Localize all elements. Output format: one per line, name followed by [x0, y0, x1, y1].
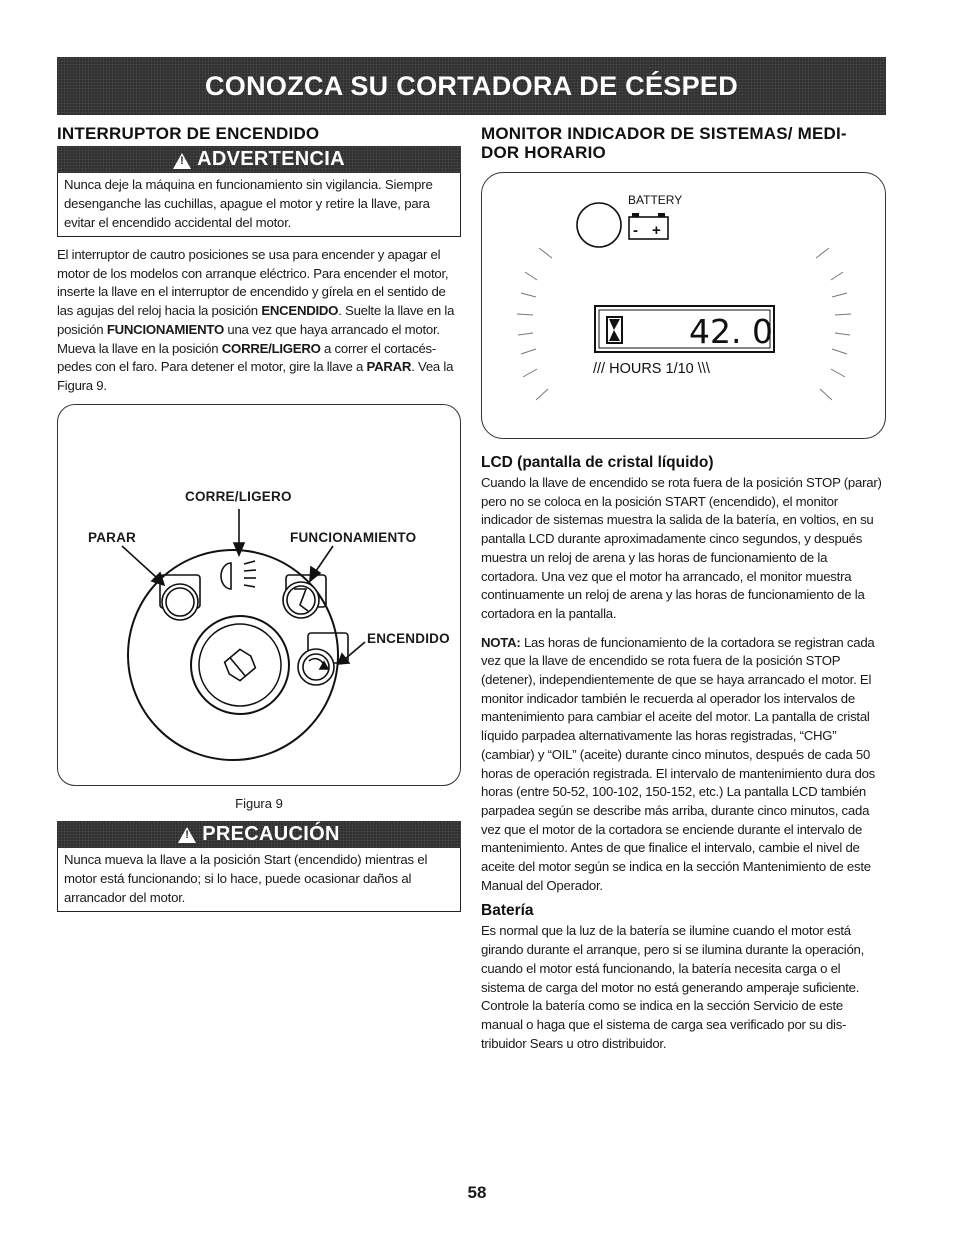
- lcd-reading: 42. 0: [689, 312, 773, 351]
- paragraph-text: a correr el cortacés-pedes con el faro. Para detener el motor, gire la llave a: [57, 340, 437, 375]
- warning-icon: [173, 153, 191, 169]
- page-number: 58: [467, 1183, 487, 1202]
- lcd-paragraph: Cuando la llave de encendido se rota fuera de la posición STOP (parar) pero no se coloca en la posición START (encendido), el monitor indicador de sistemas muestra la salida de la batería, en voltios, en su pantalla LCD durante aproximadamente cinco segundos, y después muestra un reloj de arena y las horas de funcionamiento de la cortadora. Una vez que el motor ha arrancado, el monitor muestra continuamente un reloj de arena y las horas de funcionamiento de la cortadora en la pantalla.: [481, 475, 882, 621]
- figure-9-box: [57, 404, 461, 786]
- caution-box: [57, 821, 461, 912]
- caution-header: [57, 821, 461, 848]
- section-title-monitor: [481, 124, 886, 162]
- warning-header: [57, 146, 461, 173]
- warning-box: [57, 146, 461, 237]
- warning-icon: [178, 827, 196, 843]
- header-banner: [57, 57, 886, 115]
- battery-plus: +: [652, 222, 661, 239]
- label-funcionamiento: FUNCIONAMIENTO: [290, 529, 417, 545]
- warning-text: Nunca deje la máquina en funcionamiento sin vigilancia. Siempre desenganche las cuchillas, apague el motor y retire la llave, para evitar el encendido accidental del motor.: [57, 173, 461, 237]
- monitor-figure-box: [481, 172, 886, 439]
- paragraph-text: . Suelte la llave en la posición: [57, 303, 455, 337]
- keyword-encendido: ENCENDIDO: [261, 303, 339, 319]
- figure-caption: Figura 9: [235, 795, 283, 811]
- nota-paragraph: [481, 634, 886, 896]
- ignition-paragraph: [57, 246, 461, 396]
- nota-text: Las horas de funcionamiento de la cortadora se registran cada vez que la llave de encendido se rota fuera de la posición STOP (detener), independientemente de que se haya arrancado el motor. El monitor indicador también le recuerda al operador los intervalos de mantenimiento para cambiar el aceite del motor. La pantalla de cristal líquido parpadea alternativamente las horas registradas, “CHG” (cambiar) y “OIL” (aceite) durante cinco minutos, después de cada 50 horas de operación registrada. El intervalo de mantenimiento dura dos horas (entre 50-52, 100-102, 150-152, etc.) La pantalla LCD también parpadea según se describe más arriba, durante cinco minutos, cada vez que el motor de la cortadora se enciende durante el intervalo de mantenimiento. Antes de que finalice el intervalo, cambie el nivel de aceite del motor según se indica en la sección Mantenimiento de este Manual del Operador.: [481, 634, 876, 893]
- label-parar: PARAR: [88, 529, 136, 545]
- caution-text: Nunca mueva la llave a la posición Start (encendido) mientras el motor está funcionando; si lo hace, puede ocasionar daños al arrancador del motor.: [57, 848, 461, 912]
- paragraph-text: El interruptor de cautro posiciones se usa para encender y apagar el motor de los modelos con arranque eléctrico. Para encender el motor, inserte la llave en el interruptor de encendido y gírela en el sentido de las agujas del reloj hacia la posición: [57, 247, 449, 319]
- paragraph-text: una vez que haya arrancado el motor. Mueva la llave en la posición: [57, 321, 440, 356]
- warning-title: ADVERTENCIA: [197, 148, 345, 170]
- monitor-diagram: [482, 173, 885, 438]
- nota-label: NOTA:: [481, 634, 521, 650]
- bateria-title: Batería: [481, 902, 534, 920]
- keyword-funcionamiento: FUNCIONAMIENTO: [106, 321, 224, 337]
- hours-label: /// HOURS 1/10 \\\: [593, 361, 710, 377]
- right-column: [481, 124, 886, 1053]
- ignition-switch-diagram: [58, 405, 460, 785]
- label-corre-ligero: CORRE/LIGERO: [185, 488, 292, 504]
- keyword-corre-ligero: CORRE/LIGERO: [221, 340, 321, 356]
- bateria-paragraph: Es normal que la luz de la batería se ilumine cuando el motor está girando durante el arranque, pero si se ilumina durante la operación, cuando el motor está funcionando, la batería necesita carga o el sistema de carga del motor no está generando amperaje suficiente. Controle la batería como se indica en la sección Servicio de este manual o haga que el sistema de carga sea verificado por su dis-tribuidor Sears u otro distribuidor.: [481, 923, 865, 1051]
- left-column: [57, 124, 461, 912]
- page-title: CONOZCA SU CORTADORA DE CÉSPED: [204, 70, 739, 101]
- caution-title: PRECAUCIÓN: [202, 822, 340, 845]
- battery-label: BATTERY: [628, 193, 683, 207]
- keyword-parar: PARAR: [366, 359, 412, 375]
- section-title-line: MONITOR INDICADOR DE SISTEMAS/ MEDI-: [481, 124, 847, 143]
- hourglass-icon: [607, 317, 622, 343]
- section-title-line: DOR HORARIO: [481, 143, 606, 162]
- section-title-interruptor: INTERRUPTOR DE ENCENDIDO: [57, 124, 320, 143]
- lcd-title: LCD (pantalla de cristal líquido): [481, 454, 714, 471]
- battery-minus: -: [633, 222, 638, 239]
- label-encendido: ENCENDIDO: [367, 630, 450, 646]
- paragraph-text: . Vea la Figura 9.: [57, 359, 454, 393]
